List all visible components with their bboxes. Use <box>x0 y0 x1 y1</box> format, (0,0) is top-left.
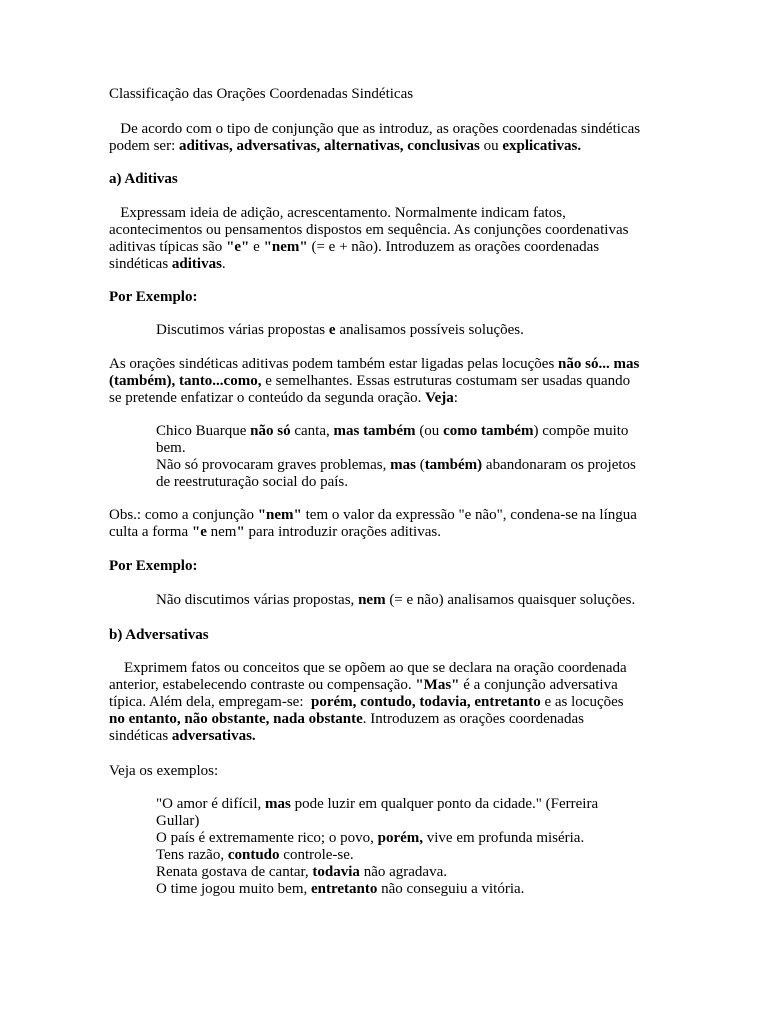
text-line: aditivas típicas são "e" e "nem" (= e + não). Introduzem as orações coordenadas <box>109 239 600 255</box>
examples-label: Veja os exemplos: <box>109 763 219 779</box>
text-line: Expressam ideia de adição, acrescentamento. Normalmente indicam fatos, <box>109 205 566 221</box>
intro-line-2: podem ser: aditivas, adversativas, alternativas, conclusivas ou explicativas. <box>109 138 582 154</box>
section-heading-adversativas: b) Adversativas <box>109 627 209 643</box>
example-sentence-3: Não discutimos várias propostas, nem (= e não) analisamos quaisquer soluções. <box>156 592 636 608</box>
text-line: acontecimentos ou pensamentos dispostos em sequência. As conjunções coordenativas <box>109 222 629 238</box>
text-line: Não só provocaram graves problemas, mas (também) abandonaram os projetos <box>156 457 636 473</box>
text-line: Tens razão, contudo controle-se. <box>156 847 354 863</box>
text-line: Obs.: como a conjunção "nem" tem o valor da expressão "e não", condena-se na língua <box>109 507 637 523</box>
title-text: Classificação das Orações Coordenadas Sindéticas <box>109 86 414 102</box>
aditivas-paragraph-2 <box>109 356 669 407</box>
text-line: Chico Buarque não só canta, mas também (ou como também) compõe muito <box>156 423 629 439</box>
text-line: no entanto, não obstante, nada obstante. Introduzem as orações coordenadas <box>109 711 584 727</box>
text-line: sindéticas aditivas. <box>109 256 226 272</box>
text-line: "O amor é difícil, mas pode luzir em qualquer ponto da cidade." (Ferreira <box>156 796 599 812</box>
adversativas-examples <box>156 796 676 898</box>
text-line: bem. <box>156 440 186 456</box>
intro-paragraph <box>109 121 669 155</box>
text-line: O país é extremamente rico; o povo, porém, vive em profunda miséria. <box>156 830 585 846</box>
example-sentences-2 <box>156 423 676 491</box>
page-title <box>109 86 669 103</box>
text-line: sindéticas adversativas. <box>109 728 256 744</box>
text-line: típica. Além dela, empregam-se: porém, contudo, todavia, entretanto e as locuções <box>109 694 624 710</box>
emphasis: aditivas, adversativas, alternativas, conclusivas <box>178 138 480 154</box>
example-sentence-1: Discutimos várias propostas e analisamos possíveis soluções. <box>156 322 524 338</box>
example-label-2: Por Exemplo: <box>109 558 198 574</box>
text-line: anterior, estabelecendo contraste ou compensação. "Mas" é a conjunção adversativa <box>109 677 618 693</box>
text-line: de reestruturação social do país. <box>156 474 349 490</box>
emphasis: explicativas. <box>502 138 582 154</box>
text-line: O time jogou muito bem, entretanto não conseguiu a vitória. <box>156 881 525 897</box>
obs-paragraph <box>109 507 669 541</box>
adversativas-paragraph-1 <box>109 660 669 745</box>
text-line: Gullar) <box>156 813 200 829</box>
text-line: Exprimem fatos ou conceitos que se opõem ao que se declara na oração coordenada <box>109 660 627 676</box>
text-line: culta a forma "e nem" para introduzir orações aditivas. <box>109 524 441 540</box>
intro-line-1: De acordo com o tipo de conjunção que as introduz, as orações coordenadas sindéticas <box>109 121 641 137</box>
text-line: Renata gostava de cantar, todavia não agradava. <box>156 864 447 880</box>
aditivas-paragraph-1 <box>109 205 669 273</box>
text-line: As orações sindéticas aditivas podem também estar ligadas pelas locuções não só... mas <box>109 356 640 372</box>
text-line: (também), tanto...como, e semelhantes. Essas estruturas costumam ser usadas quando <box>109 373 631 389</box>
example-label-1: Por Exemplo: <box>109 289 198 305</box>
text-line: se pretende enfatizar o conteúdo da segunda oração. Veja: <box>109 390 458 406</box>
section-heading-aditivas: a) Aditivas <box>109 171 178 187</box>
